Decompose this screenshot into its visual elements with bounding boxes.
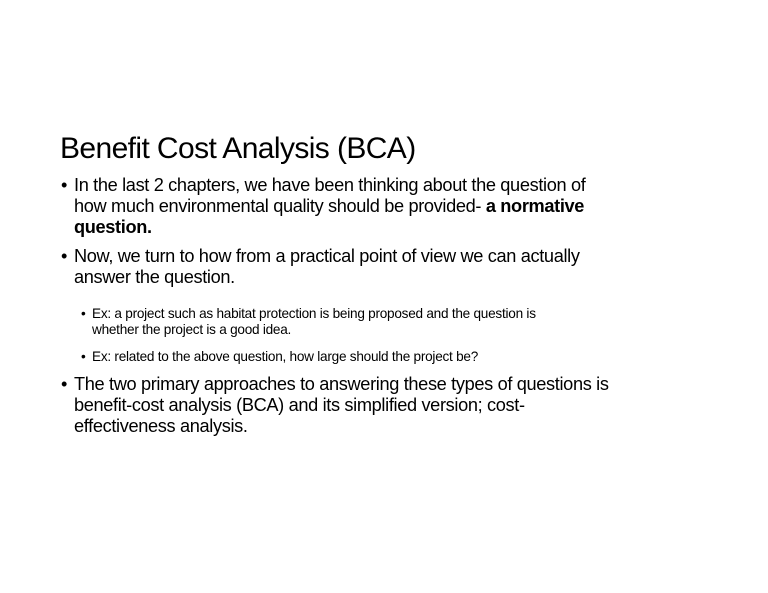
sub-bullet-item: • Ex: a project such as habitat protection is being proposed and the question is whether the project is a good idea.	[81, 306, 536, 337]
bullet-icon: •	[81, 306, 86, 321]
bold-emphasis: question.	[74, 217, 152, 237]
bullet-icon: •	[61, 246, 68, 266]
slide-title: Benefit Cost Analysis (BCA)	[60, 132, 416, 165]
bullet-icon: •	[61, 374, 68, 394]
bold-emphasis: a normative	[485, 196, 585, 216]
bullet-item: • Now, we turn to how from a practical point of view we can actually answer the question.	[61, 246, 580, 287]
bullet-item: • The two primary approaches to answering these types of questions is benefit-cost analysis (BCA) and its simplified version; cost- effectiveness analysis.	[61, 374, 609, 436]
sub-bullet-item: • Ex: related to the above question, how large should the project be?	[81, 349, 479, 364]
bullet-icon: •	[81, 349, 86, 364]
bullet-item: • In the last 2 chapters, we have been thinking about the question of how much environmental quality should be provided- a normative question.	[61, 175, 586, 237]
bullet-icon: •	[61, 175, 68, 195]
